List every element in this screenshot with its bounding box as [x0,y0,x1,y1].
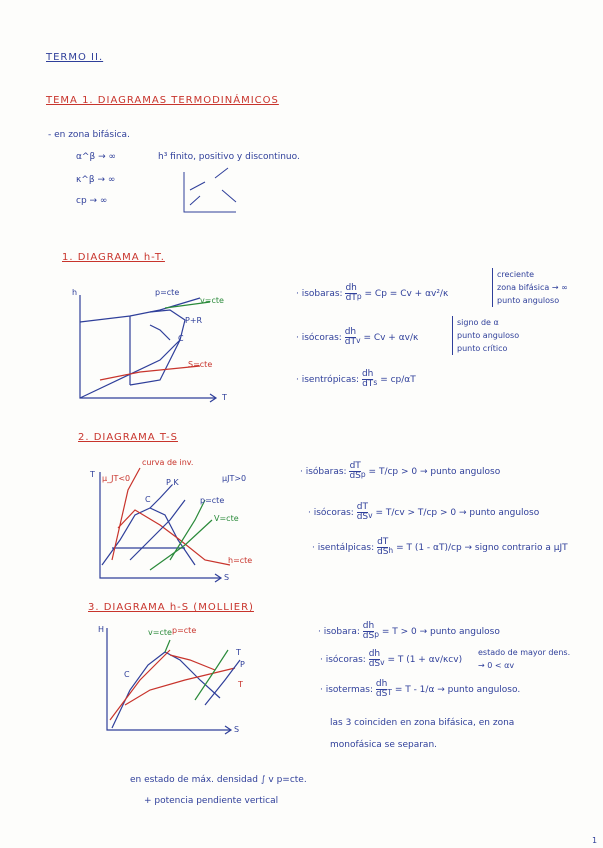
s3-row1-note: estado de mayor dens. → 0 < αv [478,648,571,670]
intro-item: α^β → ∞ [76,152,116,162]
ts-v-label: V=cte [214,514,239,523]
ts-p-label: p=cte [200,496,225,505]
footer-line1: en estado de máx. densidad ∫ v p=cte. [130,775,307,785]
page-number: 1 [592,836,598,845]
section1-heading: 1. DIAGRAMA h-T. [62,252,165,263]
s2-row-isentalpicas: · isentálpicas: $\frac{dT}{dS}$ $_h$ = T (1 - αT)/cp → signo contrario a μJT [312,537,568,557]
ht-y-label: h [72,288,78,297]
ts-y-label: T [90,470,95,479]
intro-item: cp → ∞ [76,196,108,206]
ts-h-label: h=cte [228,556,253,565]
hs-v-label: v=cte [148,628,172,637]
hs-p-label: p=cte [172,626,197,635]
intro-bullet: - en zona bifásica. [48,130,130,140]
ht-x-label: T [222,393,227,402]
ts-c-label: C [145,495,151,504]
section3-heading: 3. DIAGRAMA h-S (MOLLIER) [88,602,254,613]
hs-c-label: C [124,670,130,679]
hs-y-label: H [98,625,105,634]
section2-heading: 2. DIAGRAMA T-S [78,432,178,443]
s1-row0-notes: creciente zona bifásica → ∞ punto anguloso [492,268,568,307]
s1-row-isentropicas: · isentrópicas: $\frac{dh}{dT}$ $_s$ = cp/αT [296,369,416,389]
footer-line2: + potencia pendiente vertical [144,796,279,806]
ts-pk-label: P,K [166,478,179,487]
ht-s-label: S=cte [188,360,213,369]
s1-row1-notes: signo de α punto anguloso punto crítico [452,316,519,355]
ts-curve-label: curva de inv. [142,458,194,467]
topic-heading: TEMA 1. DIAGRAMAS TERMODINÁMICOS [46,95,279,106]
s2-row-isocoras: · isócoras: $\frac{dT}{dS}$ $_v$ = T/cv > T/cp > 0 → punto anguloso [308,502,540,522]
s3-row-isocoras: · isócoras: $\frac{dh}{dS}$ $_v$ = T (1 + αv/κcv) [320,649,463,669]
intro-item: κ^β → ∞ [76,175,116,185]
s3-row-isotermas: · isotermas: $\frac{dh}{dS}$ $_T$ = T - 1/α → punto anguloso. [320,679,521,699]
hs-x-label: S [234,725,240,734]
s3-row-isobara: · isobara: $\frac{dh}{dS}$ $_p$ = T > 0 → punto anguloso [318,621,500,641]
hs-p2-label: P [240,660,245,669]
ht-v-label: v=cte [200,296,224,305]
page-title: TERMO II. [46,52,104,63]
ht-sat-label: P+R [185,316,203,325]
ts-jt2-label: μJT>0 [222,474,247,483]
ts-jt-label: μ_JT<0 [102,474,131,483]
ts-x-label: S [224,573,230,582]
s2-row-isobaras: · isóbaras: $\frac{dT}{dS}$ $_p$ = T/cp > 0 → punto anguloso [300,461,501,481]
ht-c-label: C [178,334,184,343]
s3-note2: monofásica se separan. [330,740,438,750]
s1-row-isobaras: · isobaras: $\frac{dh}{dT}$ $_p$ = Cp = Cv + αv²/κ [296,283,449,303]
s3-note1: las 3 coinciden en zona bifásica, en zona [330,718,515,728]
hs-t-label: T [236,648,241,657]
s1-row-isocoras: · isócoras: $\frac{dh}{dT}$ $_v$ = Cv + αv/κ [296,327,419,347]
ht-p-label: p=cte [155,288,180,297]
hs-t2-label: T [238,680,243,689]
intro-note: h³ finito, positivo y discontinuo. [158,152,300,162]
